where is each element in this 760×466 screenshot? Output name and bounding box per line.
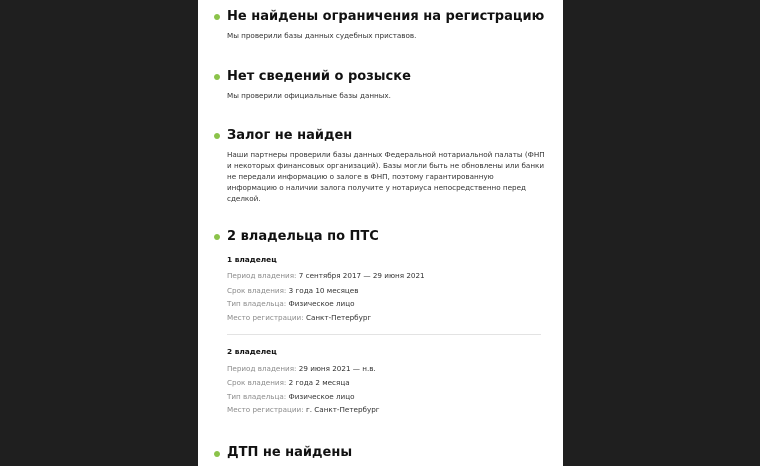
period-value: 29 июня 2021 — н.в.	[298, 364, 376, 373]
owner-1-period	[227, 271, 425, 280]
term-value: 2 года 2 месяца	[288, 378, 350, 387]
green-dot-icon	[214, 14, 220, 20]
place-label: Место регистрации:	[227, 313, 304, 322]
owner-1-place	[227, 313, 371, 322]
owner-1-term	[227, 286, 358, 295]
report-page	[198, 0, 563, 466]
place-label: Место регистрации:	[227, 405, 304, 414]
owner-2-place	[227, 405, 380, 414]
type-value: Физическое лицо	[288, 299, 355, 308]
owner-1-heading: 1 владелец	[227, 255, 277, 264]
check-desc-wanted: Мы проверили официальные базы данных.	[227, 91, 391, 100]
period-label: Период владения:	[227, 364, 297, 373]
period-label: Период владения:	[227, 271, 297, 280]
check-desc-registration: Мы проверили базы данных судебных приставов.	[227, 31, 417, 40]
check-title-wanted: Нет сведений о розыске	[227, 69, 411, 84]
check-title-pledge: Залог не найден	[227, 128, 353, 143]
type-value: Физическое лицо	[288, 392, 355, 401]
owner-2-type	[227, 392, 355, 401]
green-dot-icon	[214, 74, 220, 80]
term-value: 3 года 10 месяцев	[288, 286, 359, 295]
owner-2-heading: 2 владелец	[227, 347, 277, 356]
type-label: Тип владельца:	[227, 392, 287, 401]
accidents-title: ДТП не найдены	[227, 445, 353, 460]
term-label: Срок владения:	[227, 378, 287, 387]
owners-divider	[227, 334, 541, 335]
term-label: Срок владения:	[227, 286, 287, 295]
green-dot-icon	[214, 451, 220, 457]
green-dot-icon	[214, 133, 220, 139]
place-value: г. Санкт-Петербург	[305, 405, 380, 414]
period-value: 7 сентября 2017 — 29 июня 2021	[298, 271, 425, 280]
owner-2-period	[227, 364, 376, 373]
owners-title: 2 владельца по ПТС	[227, 229, 379, 244]
green-dot-icon	[214, 234, 220, 240]
owner-1-type	[227, 299, 355, 308]
owner-2-term	[227, 378, 350, 387]
type-label: Тип владельца:	[227, 299, 287, 308]
check-title-registration: Не найдены ограничения на регистрацию	[227, 9, 545, 24]
check-desc-pledge: Наши партнеры проверили базы данных Федеральной нотариальной палаты (ФНП и некоторых финансовых организаций). Базы могли быть не обновлены или банки не передали информацию о залоге в ФНП, поэтому гарантированную информацию о наличии залога получите у нотариуса непосредственно перед сделкой.	[227, 150, 545, 203]
place-value: Санкт-Петербург	[305, 313, 372, 322]
